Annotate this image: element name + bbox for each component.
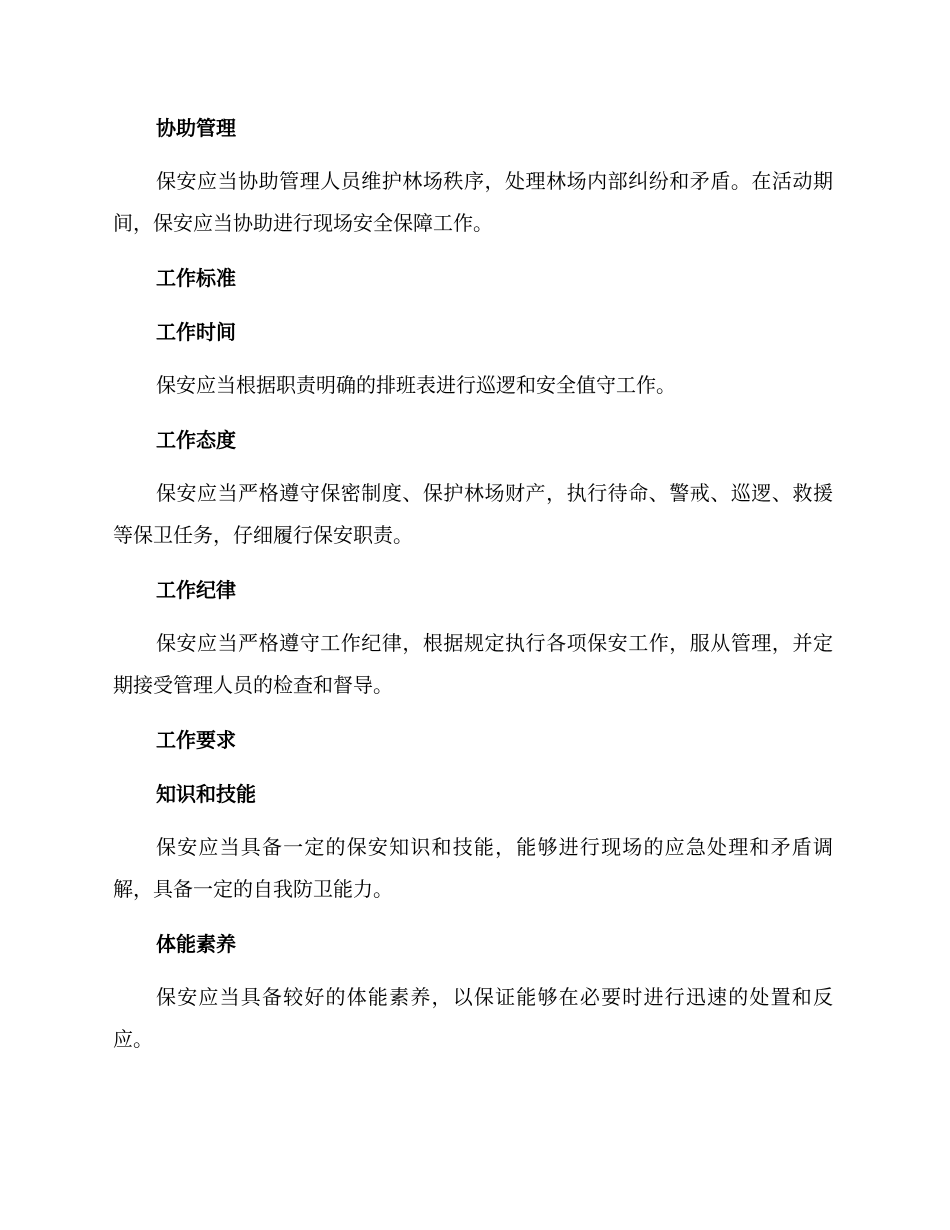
section-heading: 工作时间: [156, 320, 236, 344]
section-heading: 协助管理: [156, 116, 236, 140]
document-body: [113, 108, 833, 1060]
section-paragraph: 保安应当严格遵守工作纪律，根据规定执行各项保安工作，服从管理，并定期接受管理人员的检查和督导。: [113, 631, 833, 697]
section-heading: 知识和技能: [156, 782, 256, 806]
section-heading: 工作标准: [156, 266, 236, 290]
section-heading: 工作要求: [156, 728, 236, 752]
section-paragraph: 保安应当具备较好的体能素养，以保证能够在必要时进行迅速的处置和反应。: [113, 985, 833, 1051]
section-paragraph: 保安应当严格遵守保密制度、保护林场财产，执行待命、警戒、巡逻、救援等保卫任务，仔细履行保安职责。: [113, 481, 833, 547]
section-paragraph: 保安应当具备一定的保安知识和技能，能够进行现场的应急处理和矛盾调解，具备一定的自我防卫能力。: [113, 835, 833, 901]
section-paragraph: 保安应当根据职责明确的排班表进行巡逻和安全值守工作。: [156, 373, 676, 397]
section-paragraph: 保安应当协助管理人员维护林场秩序，处理林场内部纠纷和矛盾。在活动期间，保安应当协助进行现场安全保障工作。: [113, 169, 833, 235]
section-heading: 体能素养: [156, 932, 236, 956]
section-heading: 工作纪律: [156, 578, 236, 602]
section-heading: 工作态度: [156, 428, 236, 452]
